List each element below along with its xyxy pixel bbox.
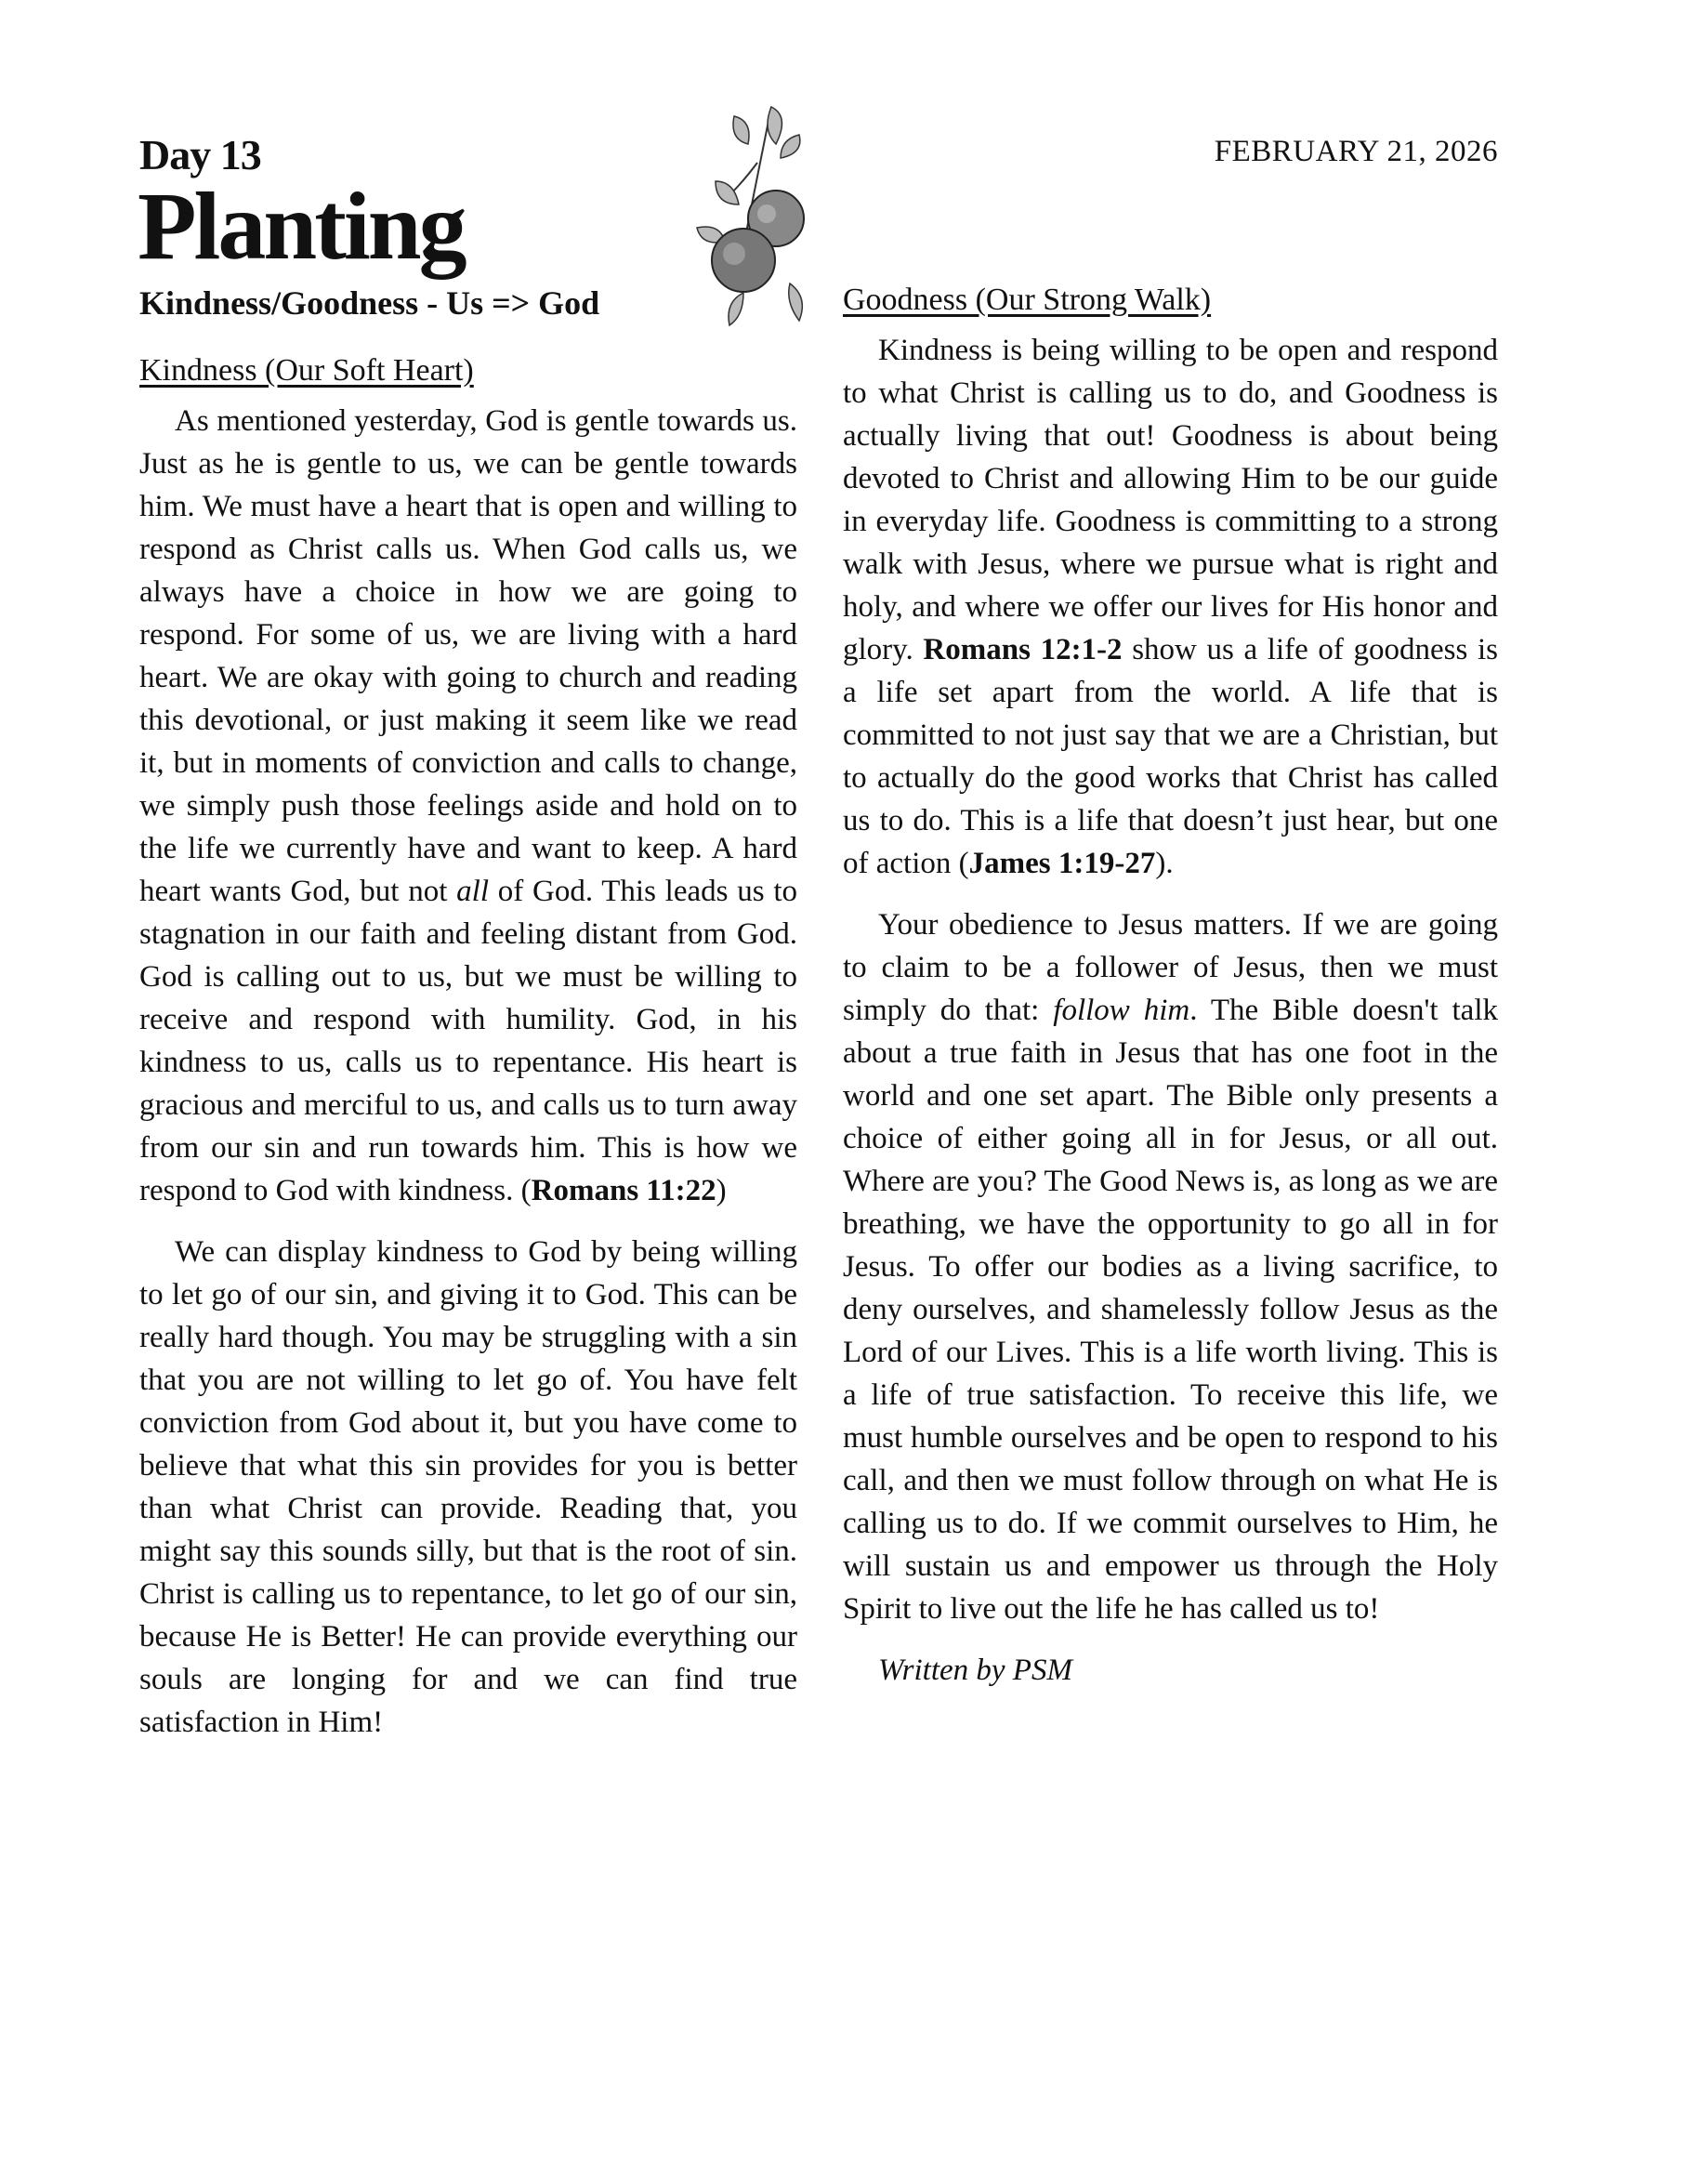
body-text: As mentioned yesterday, God is gentle towards us. Just as he is gentle to us, we can be gentle towards him. We must have a heart that is open and willing to respond as Christ calls us. When God calls us, we always have a choice in how we are going to respond. For some of us, we are living with a hard heart. We are okay with going to church and reading this devotional, or just making it seem like we read it, but in moments of conviction and calls to change, we simply push those feelings aside and hold on to the life we currently have and want to keep. A hard heart wants God, but not <box>139 404 797 908</box>
pomegranate-fruit-icon <box>712 229 775 292</box>
scripture-reference: James 1:19-27 <box>968 847 1156 880</box>
body-paragraph <box>139 1231 797 1744</box>
body-paragraph <box>843 329 1498 885</box>
pomegranate-illustration <box>678 98 846 330</box>
goodness-body <box>843 329 1498 1630</box>
body-text: Kindness is being willing to be open and respond to what Christ is calling us to do, and Goodness is actually living that out! Goodness is about being devoted to Christ and allowing Him to be our guide in everyday life. Goodness is committing to a strong walk with Jesus, where we pursue what is right and holy, and where we offer our lives for His honor and glory. <box>843 334 1498 666</box>
scripture-reference: Romans 11:22 <box>531 1174 716 1207</box>
body-text: of God. This leads us to stagnation in our faith and feeling distant from God. God is calling out to us, but we must be willing to receive and respond with humility. God, in his kindness to us, calls us to repentance. His heart is gracious and merciful to us, and calls us to turn away from our sin and run towards him. This is how we respond to God with kindness. ( <box>139 875 798 1207</box>
body-text: ). <box>1155 847 1174 880</box>
emphasis-text: follow him <box>1053 994 1190 1027</box>
body-text: show us a life of goodness is a life set apart from the world. A life that is committed to not just say that we are a Christian, but to actually do the good works that Christ has called us to do. This is a life that doesn’t just hear, but one of action ( <box>843 633 1498 880</box>
section-heading-kindness: Kindness (Our Soft Heart) <box>139 353 474 388</box>
body-text: ) <box>716 1174 727 1207</box>
body-paragraph <box>843 903 1498 1630</box>
day-label: Day 13 <box>139 131 261 178</box>
body-text: . The Bible doesn't talk about a true faith in Jesus that has one foot in the world and one set apart. The Bible only presents a choice of either going all in for Jesus, or all out. Where are you? The Good News is, as long as we are breathing, we have the opportunity to go all in for Jesus. To offer our bodies as a living sacrifice, to deny ourselves, and shamelessly follow Jesus as the Lord of our Lives. This is a life worth living. This is a life of true satisfaction. To receive this life, we must humble ourselves and be open to respond to his call, and then we must follow through on what He is calling us to do. If we commit ourselves to Him, he will sustain us and empower us through the Holy Spirit to live out the life he has called us to! <box>843 994 1499 1626</box>
author-signature: Written by PSM <box>878 1654 1072 1687</box>
section-heading-goodness: Goodness (Our Strong Walk) <box>843 283 1212 317</box>
scripture-reference: Romans 12:1-2 <box>923 633 1123 666</box>
kindness-body <box>139 400 797 1744</box>
body-text: Your obedience to Jesus matters. If we are going to claim to be a follower of Jesus, then we must simply do that: <box>843 908 1498 1027</box>
page-title: Planting <box>138 173 465 280</box>
emphasis-text: all <box>456 875 489 908</box>
body-paragraph <box>139 400 797 1212</box>
page-subtitle: Kindness/Goodness - Us => God <box>139 284 600 322</box>
body-text: We can display kindness to God by being willing to let go of our sin, and giving it to God. This can be really hard though. You may be struggling with a sin that you are not willing to let go of. You have felt conviction from God about it, but you have come to believe that what this sin provides for you is better than what Christ can provide. Reading that, you might say this sounds silly, but that is the root of sin. Christ is calling us to repentance, to let go of our sin, because He is Better! He can provide everything our souls are longing for and we can find true satisfaction in Him! <box>139 1235 797 1739</box>
kindness-column <box>139 349 797 1762</box>
date-label: FEBRUARY 21, 2026 <box>1214 135 1498 168</box>
goodness-column <box>843 279 1498 1692</box>
